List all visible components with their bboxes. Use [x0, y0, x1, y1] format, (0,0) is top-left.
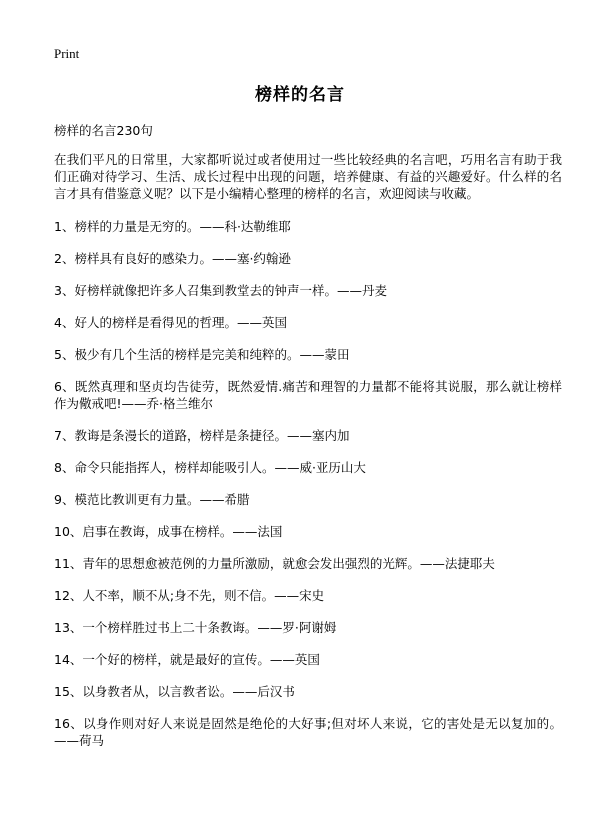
quote-item-15: 15、以身教者从，以言教者讼。——后汉书 [54, 684, 295, 699]
quote-item-3: 3、好榜样就像把许多人召集到教堂去的钟声一样。——丹麦 [54, 283, 387, 298]
quote-item-4: 4、好人的榜样是看得见的哲理。——英国 [54, 315, 287, 330]
quote-list [54, 218, 562, 749]
print-link[interactable]: Print [54, 46, 80, 61]
quote-item-6: 6、既然真理和坚贞均告徒劳，既然爱情.痛苦和理智的力量都不能将其说服，那么就让榜样作为儆戒吧!——乔·格兰维尔 [54, 379, 562, 411]
quote-item-9: 9、模范比教训更有力量。——希腊 [54, 492, 250, 507]
quote-item-11: 11、青年的思想愈被范例的力量所激励，就愈会发出强烈的光辉。——法捷耶夫 [54, 556, 495, 571]
quote-item-14: 14、一个好的榜样，就是最好的宣传。——英国 [54, 652, 320, 667]
quote-item-12: 12、人不率，顺不从;身不先，则不信。——宋史 [54, 588, 325, 603]
intro-paragraph: 在我们平凡的日常里，大家都听说过或者使用过一些比较经典的名言吧，巧用名言有助于我们正确对待学习、生活、成长过程中出现的问题，培养健康、有益的兴趣爱好。什么样的名言才具有借鉴意义呢？以下是小编精心整理的榜样的名言，欢迎阅读与收藏。 [54, 152, 562, 201]
article-body [54, 122, 562, 764]
quote-item-16: 16、以身作则对好人来说是固然是绝伦的大好事;但对坏人来说，它的害处是无以复加的。——荷马 [54, 716, 562, 748]
page-title: 榜样的名言 [255, 85, 345, 105]
quote-item-2: 2、榜样具有良好的感染力。——塞·约翰逊 [54, 251, 291, 266]
quote-item-10: 10、启事在教诲，成事在榜样。——法国 [54, 524, 283, 539]
quote-item-13: 13、一个榜样胜过书上二十条教诲。——罗·阿谢姆 [54, 620, 337, 635]
quote-item-8: 8、命令只能指挥人，榜样却能吸引人。——威·亚历山大 [54, 460, 366, 475]
quote-item-5: 5、极少有几个生活的榜样是完美和纯粹的。——蒙田 [54, 347, 350, 362]
quote-item-1: 1、榜样的力量是无穷的。——科·达勒维耶 [54, 219, 291, 234]
quote-item-7: 7、教诲是条漫长的道路，榜样是条捷径。——塞内加 [54, 428, 350, 443]
article-subtitle: 榜样的名言230句 [54, 123, 153, 138]
